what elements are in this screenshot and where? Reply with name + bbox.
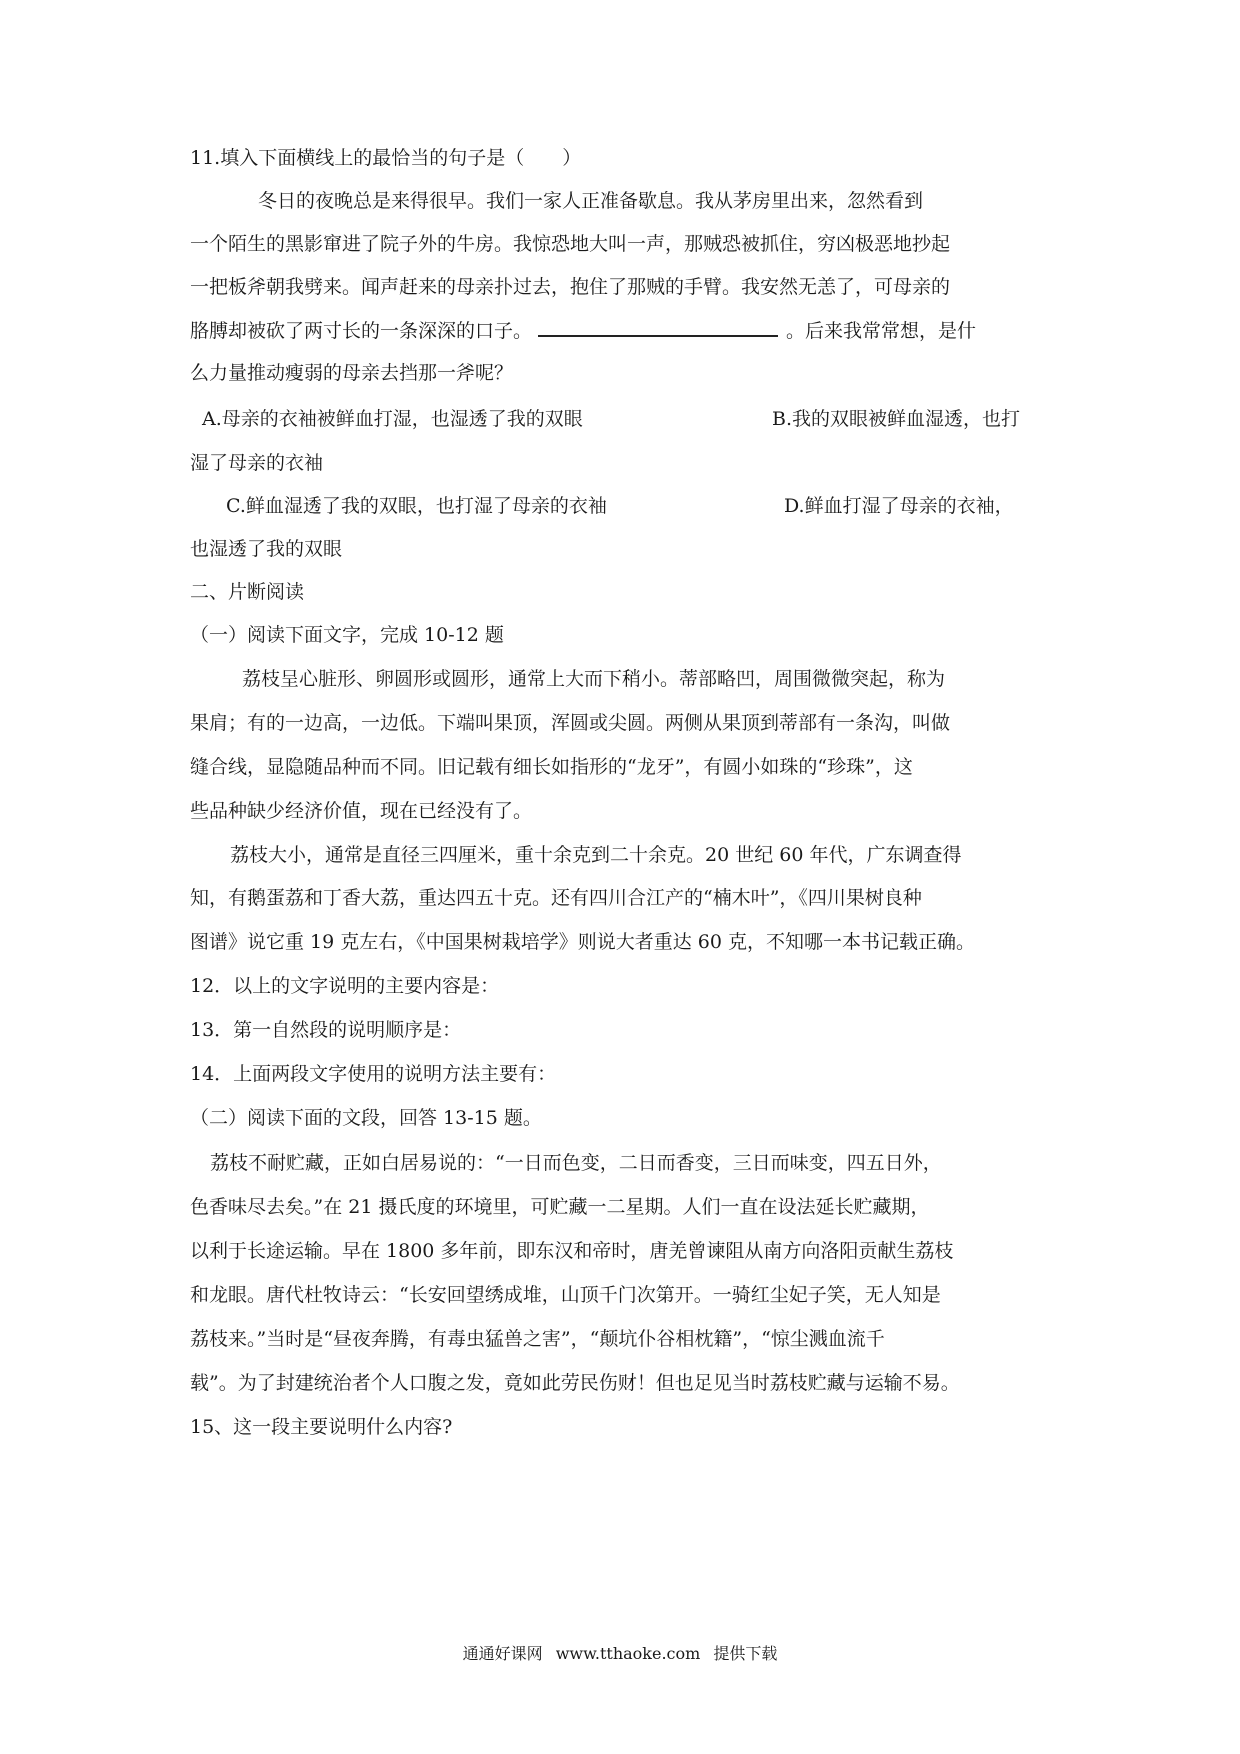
option-c: C.鲜血湿透了我的双眼，也打湿了母亲的衣袖 [226, 495, 607, 517]
question-14: 14．上面两段文字使用的说明方法主要有： [190, 1063, 557, 1085]
passage-line: 冬日的夜晚总是来得很早。我们一家人正准备歇息。我从茅房里出来，忽然看到 [258, 190, 924, 212]
answer-blank[interactable] [538, 317, 778, 337]
paragraph-1-line: 缝合线，显隐随品种而不同。旧记载有细长如指形的“龙牙”，有圆小如珠的“珍珠”，这 [190, 756, 913, 778]
option-d-continued: 也湿透了我的双眼 [190, 538, 343, 560]
question-12: 12．以上的文字说明的主要内容是： [190, 975, 500, 997]
option-a: A.母亲的衣袖被鲜血打湿，也湿透了我的双眼 [202, 408, 583, 430]
option-b: B.我的双眼被鲜血湿透，也打 [772, 408, 1021, 430]
passage-line: 么力量推动瘦弱的母亲去挡那一斧呢？ [190, 362, 514, 384]
part-2-heading: （二）阅读下面的文段，回答 13-15 题。 [190, 1107, 542, 1129]
footer-url[interactable]: www.tthaoke.com [555, 1644, 701, 1663]
question-13: 13．第一自然段的说明顺序是： [190, 1019, 462, 1041]
page-footer [0, 1643, 1240, 1665]
paragraph-3-line: 载”。为了封建统治者个人口腹之发，竟如此劳民伤财！但也足见当时荔枝贮藏与运输不易。 [190, 1372, 960, 1394]
passage-line-with-blank [190, 317, 1060, 344]
passage-text: 。后来我常常想，是什 [786, 320, 977, 342]
paragraph-3-line: 荔枝来。”当时是“昼夜奔腾，有毒虫猛兽之害”，“颠坑仆谷相枕籍”，“惊尘溅血流千 [190, 1328, 885, 1350]
part-1-heading: （一）阅读下面文字，完成 10-12 题 [190, 624, 504, 646]
section-heading: 二、片断阅读 [190, 581, 305, 603]
paragraph-3-line: 以利于长途运输。早在 1800 多年前，即东汉和帝时，唐羌曾谏阻从南方向洛阳贡献生荔枝 [190, 1240, 954, 1262]
question-15: 15、这一段主要说明什么内容? [190, 1416, 453, 1438]
paragraph-3-line: 和龙眼。唐代杜牧诗云：“长安回望绣成堆，山顶千门次第开。一骑红尘妃子笑，无人知是 [190, 1284, 941, 1306]
paragraph-3-line: 荔枝不耐贮藏，正如白居易说的：“一日而色变，二日而香变，三日而味变，四五日外， [210, 1152, 942, 1174]
paragraph-1-line: 果肩；有的一边高，一边低。下端叫果顶，浑圆或尖圆。两侧从果顶到蒂部有一条沟，叫做 [190, 712, 951, 734]
option-b-continued: 湿了母亲的衣袖 [190, 452, 324, 474]
passage-text: 胳膊却被砍了两寸长的一条深深的口子。 [190, 320, 533, 342]
option-d: D.鲜血打湿了母亲的衣袖， [784, 495, 1014, 517]
passage-line: 一把板斧朝我劈来。闻声赶来的母亲扑过去，抱住了那贼的手臂。我安然无恙了，可母亲的 [190, 276, 951, 298]
question-11-title: 11.填入下面横线上的最恰当的句子是（ ） [190, 147, 582, 169]
paragraph-2-line: 荔枝大小，通常是直径三四厘米，重十余克到二十余克。20 世纪 60 年代，广东调查得 [230, 844, 962, 866]
paragraph-2-line: 图谱》说它重 19 克左右，《中国果树栽培学》则说大者重达 60 克，不知哪一本书记载正确。 [190, 931, 976, 953]
paragraph-3-line: 色香味尽去矣。”在 21 摄氏度的环境里，可贮藏一二星期。人们一直在设法延长贮藏期， [190, 1196, 930, 1218]
footer-note: 提供下载 [713, 1644, 778, 1663]
footer-site-name: 通通好课网 [462, 1644, 543, 1663]
passage-line: 一个陌生的黑影窜进了院子外的牛房。我惊恐地大叫一声，那贼恐被抓住，穷凶极恶地抄起 [190, 233, 951, 255]
paragraph-1-line: 些品种缺少经济价值，现在已经没有了。 [190, 800, 533, 822]
paragraph-2-line: 知，有鹅蛋荔和丁香大荔，重达四五十克。还有四川合江产的“楠木叶”，《四川果树良种 [190, 887, 922, 909]
paragraph-1-line: 荔枝呈心脏形、卵圆形或圆形，通常上大而下稍小。蒂部略凹，周围微微突起，称为 [242, 668, 946, 690]
